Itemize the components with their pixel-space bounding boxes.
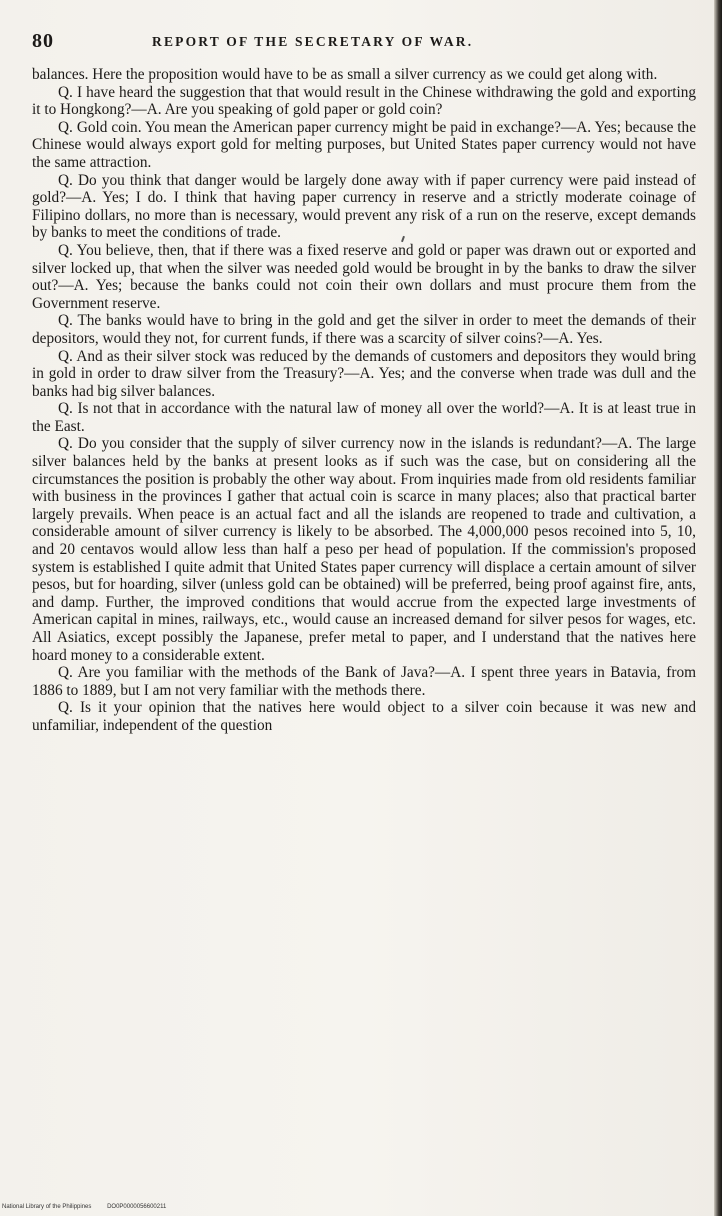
paragraph-10: Q. Is it your opinion that the natives here would object to a silver coin because it was new and unfamiliar, independent of the question	[32, 699, 696, 734]
paragraph-2: Q. Gold coin. You mean the American paper currency might be paid in exchange?—A. Yes; because the Chinese would always export gold for melting purposes, but United States paper currency would not have the same attraction.	[32, 118, 696, 171]
paragraph-3: Q. Do you think that danger would be largely done away with if paper currency were paid instead of gold?—A. Yes; I do. I think that having paper currency in reserve and a strictly moderate coinage of Filipino dollars, no more than is necessary, would prevent any risk of a run on the reserve, except demands by banks to meet the conditions of trade.	[32, 171, 696, 242]
paragraph-8: Q. Do you consider that the supply of silver currency now in the islands is redundant?—A. The large silver balances held by the banks at present looks as if such was the case, but on considering all the circumstances the position is probably the other way about. From inquiries made from old residents familiar with business in the provinces I gather that actual coin is scarce in many places; also that practical barter largely prevails. When peace is an actual fact and all the islands are reopened to trade and cultivation, a considerable amount of silver currency is likely to be absorbed. The 4,000,000 pesos recoined into 5, 10, and 20 centavos would allow less than half a peso per head of population. If the commission's proposed system is established I quite admit that United States paper currency will displace a certain amount of silver pesos, but for hoarding, silver (unless gold can be obtained) will be preferred, being proof against fire, ants, and damp. Further, the improved conditions that would accrue from the expected large investments of American capital in mines, railways, etc., would cause an increased demand for silver pesos for wages, etc. All Asiatics, except possibly the Japanese, prefer metal to paper, and I understand that the natives here hoard money to a considerable extent.	[32, 435, 696, 664]
scan-footer	[2, 1204, 180, 1210]
footer-library: National Library of the Philippines	[2, 1204, 92, 1210]
page-header	[32, 30, 696, 54]
page-number: 80	[32, 30, 54, 52]
footer-code: DO0P0000056600211	[107, 1204, 167, 1210]
paragraph-0: balances. Here the proposition would have to be as small a silver currency as we could get along with.	[32, 66, 658, 83]
paragraph-7: Q. Is not that in accordance with the natural law of money all over the world?—A. It is at least true in the East.	[32, 400, 696, 435]
page-edge-shadow	[714, 0, 722, 1216]
running-head: REPORT OF THE SECRETARY OF WAR.	[152, 34, 474, 49]
body-text	[32, 66, 696, 735]
paragraph-6: Q. And as their silver stock was reduced by the demands of customers and depositors they would bring in gold in order to draw silver from the Treasury?—A. Yes; and the converse when trade was dull and the banks had big silver balances.	[32, 347, 696, 400]
paragraph-5: Q. The banks would have to bring in the gold and get the silver in order to meet the demands of their depositors, would they not, for current funds, if there was a scarcity of silver coins?—A. Yes.	[32, 312, 696, 347]
paragraph-9: Q. Are you familiar with the methods of the Bank of Java?—A. I spent three years in Batavia, from 1886 to 1889, but I am not very familiar with the methods there.	[32, 664, 696, 699]
paragraph-4: Q. You believe, then, that if there was a fixed reserve and gold or paper was drawn out or exported and silver locked up, that when the silver was needed gold would be brought in by the banks to draw the silver out?—A. Yes; because the banks could not coin their own dollars and must procure them from the Government reserve.	[32, 241, 696, 312]
paragraph-1: Q. I have heard the suggestion that that would result in the Chinese withdrawing the gold and exporting it to Hongkong?—A. Are you speaking of gold paper or gold coin?	[32, 83, 696, 119]
